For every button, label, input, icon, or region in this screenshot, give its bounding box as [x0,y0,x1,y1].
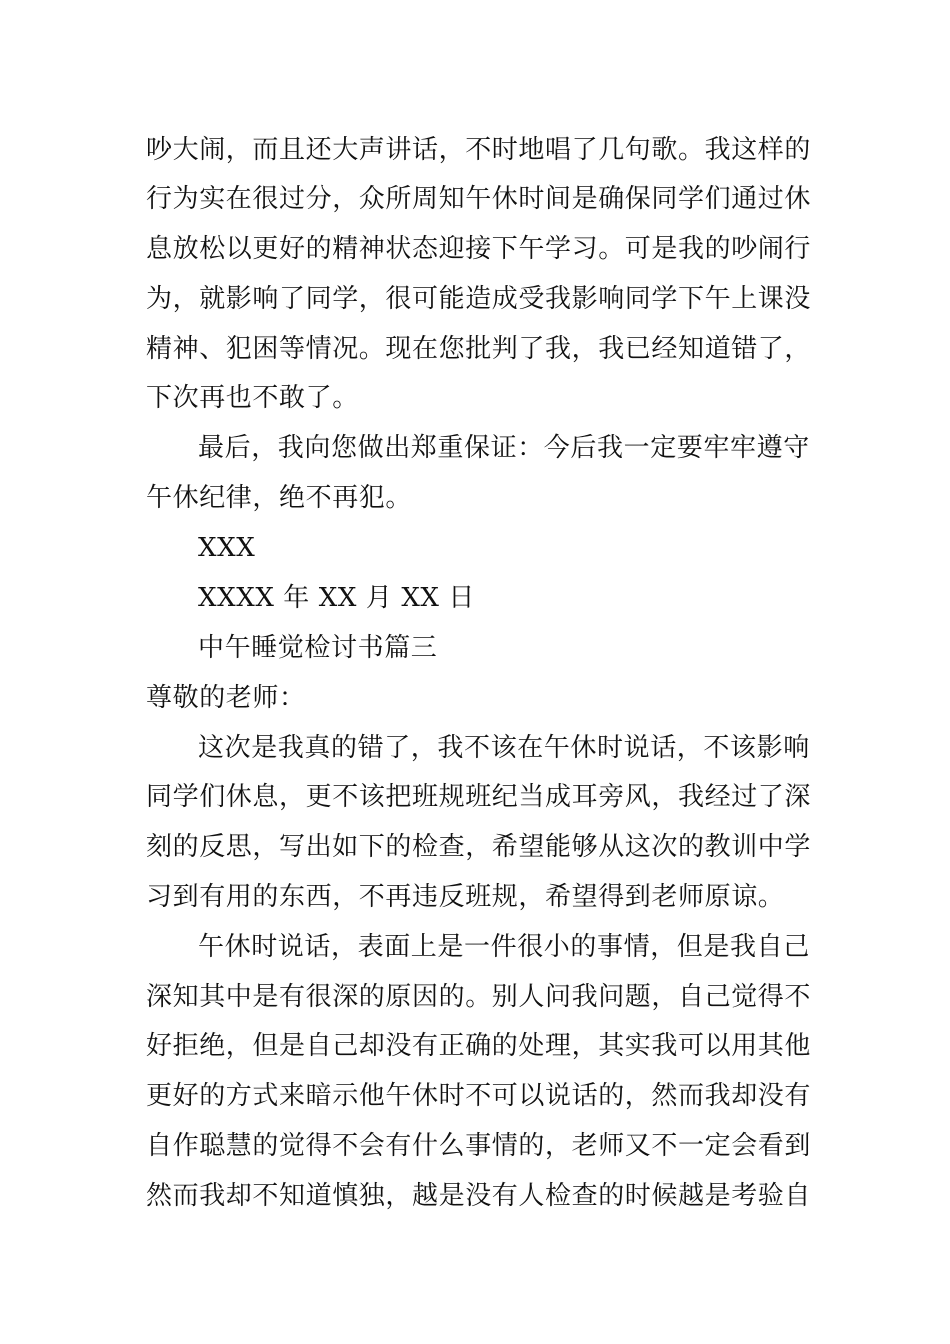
text-line: 吵大闹，而且还大声讲话，不时地唱了几句歌。我这样的 [146,135,812,165]
text-line: 午休时说话，表面上是一件很小的事情，但是我自己 [198,932,810,962]
text-line: 深知其中是有很深的原因的。别人问我问题，自己觉得不 [146,982,812,1012]
text-line: 刻的反思，写出如下的检查，希望能够从这次的教训中学 [146,832,812,862]
text-line: 好拒绝，但是自己却没有正确的处理，其实我可以用其他 [146,1031,812,1061]
section-title: 中午睡觉检讨书篇三 [198,633,438,663]
text-line: 这次是我真的错了，我不该在午休时说话，不该影响 [198,733,810,763]
text-line: 午休纪律，绝不再犯。 [146,483,413,513]
text-line: 为，就影响了同学，很可能造成受我影响同学下午上课没 [146,284,812,314]
salutation: 尊敬的老师： [146,683,306,713]
text-line: 同学们休息，更不该把班规班纪当成耳旁风，我经过了深 [146,782,812,812]
text-line: 行为实在很过分，众所周知午休时间是确保同学们通过休 [146,184,812,214]
text-line: 精神、犯困等情况。现在您批判了我，我已经知道错了， [146,334,812,364]
text-line: 下次再也不敢了。 [146,383,359,413]
text-line: 自作聪慧的觉得不会有什么事情的，老师又不一定会看到 [146,1131,812,1161]
date-line: XXXX 年 XX 月 XX 日 [198,583,476,613]
text-line: 然而我却不知道慎独，越是没有人检查的时候越是考验自 [146,1181,812,1211]
text-line: 息放松以更好的精神状态迎接下午学习。可是我的吵闹行 [146,234,812,264]
signature: XXX [198,533,256,563]
text-line: 更好的方式来暗示他午休时不可以说话的，然而我却没有 [146,1081,812,1111]
text-line: 最后，我向您做出郑重保证：今后我一定要牢牢遵守 [198,433,810,463]
text-line: 习到有用的东西，不再违反班规，希望得到老师原谅。 [146,882,785,912]
